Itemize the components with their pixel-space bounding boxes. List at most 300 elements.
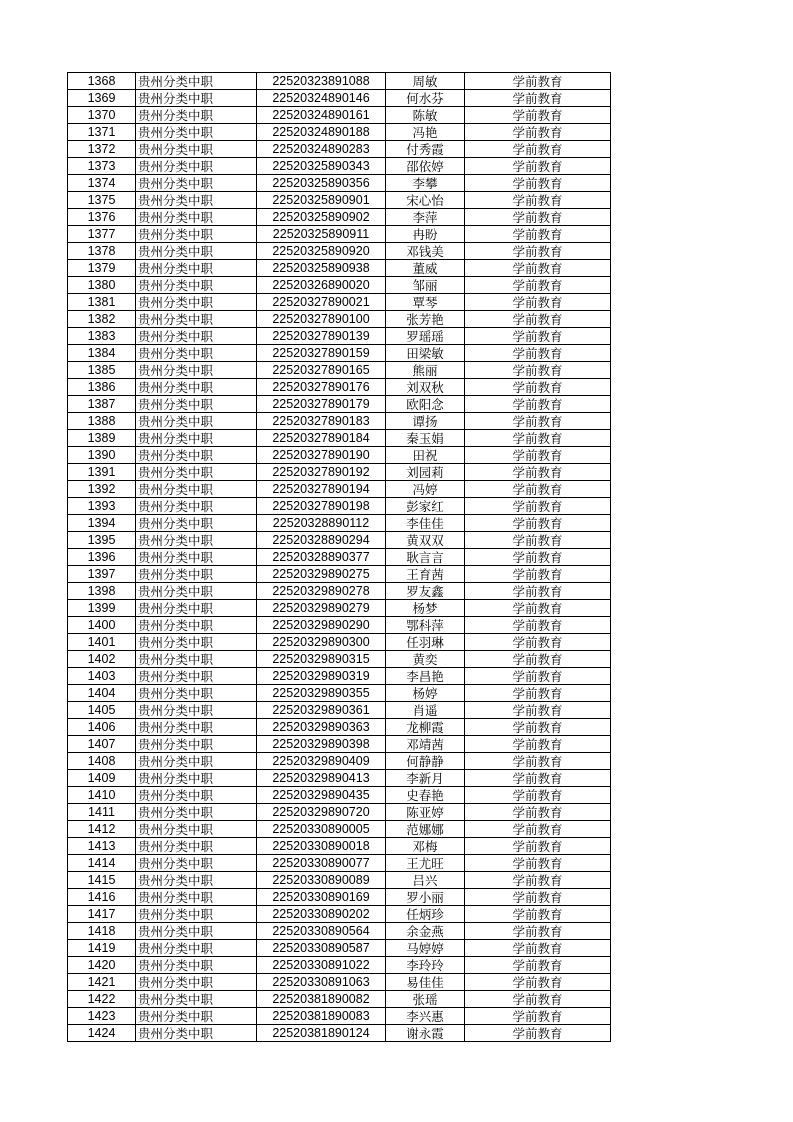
student-name-cell: 易佳佳 [386, 974, 465, 991]
row-number-cell: 1414 [68, 855, 136, 872]
major-cell: 学前教育 [465, 532, 611, 549]
enrollment-type-cell: 贵州分类中职 [136, 311, 257, 328]
student-name-cell: 邵依婷 [386, 158, 465, 175]
row-number-cell: 1416 [68, 889, 136, 906]
student-name-cell: 李新月 [386, 770, 465, 787]
student-name-cell: 罗小丽 [386, 889, 465, 906]
major-cell: 学前教育 [465, 1025, 611, 1042]
student-name-cell: 田梁敏 [386, 345, 465, 362]
student-name-cell: 范娜娜 [386, 821, 465, 838]
enrollment-type-cell: 贵州分类中职 [136, 940, 257, 957]
enrollment-type-cell: 贵州分类中职 [136, 974, 257, 991]
enrollment-type-cell: 贵州分类中职 [136, 447, 257, 464]
exam-id-cell: 22520330890077 [257, 855, 386, 872]
table-row [68, 294, 611, 311]
exam-id-cell: 22520327890190 [257, 447, 386, 464]
enrollment-type-cell: 贵州分类中职 [136, 158, 257, 175]
major-cell: 学前教育 [465, 158, 611, 175]
major-cell: 学前教育 [465, 481, 611, 498]
table-row [68, 736, 611, 753]
major-cell: 学前教育 [465, 90, 611, 107]
table-row [68, 90, 611, 107]
row-number-cell: 1385 [68, 362, 136, 379]
enrollment-type-cell: 贵州分类中职 [136, 804, 257, 821]
exam-id-cell: 22520330891022 [257, 957, 386, 974]
student-name-cell: 张芳艳 [386, 311, 465, 328]
enrollment-type-cell: 贵州分类中职 [136, 192, 257, 209]
major-cell: 学前教育 [465, 770, 611, 787]
exam-id-cell: 22520329890319 [257, 668, 386, 685]
enrollment-type-cell: 贵州分类中职 [136, 787, 257, 804]
table-row [68, 243, 611, 260]
major-cell: 学前教育 [465, 73, 611, 90]
major-cell: 学前教育 [465, 260, 611, 277]
exam-id-cell: 22520325890901 [257, 192, 386, 209]
student-name-cell: 田祝 [386, 447, 465, 464]
row-number-cell: 1390 [68, 447, 136, 464]
exam-id-cell: 22520330891063 [257, 974, 386, 991]
row-number-cell: 1415 [68, 872, 136, 889]
exam-id-cell: 22520329890720 [257, 804, 386, 821]
student-name-cell: 杨梦 [386, 600, 465, 617]
enrollment-type-cell: 贵州分类中职 [136, 991, 257, 1008]
student-name-cell: 何静静 [386, 753, 465, 770]
table-row [68, 855, 611, 872]
exam-id-cell: 22520325890920 [257, 243, 386, 260]
row-number-cell: 1409 [68, 770, 136, 787]
row-number-cell: 1386 [68, 379, 136, 396]
major-cell: 学前教育 [465, 464, 611, 481]
major-cell: 学前教育 [465, 940, 611, 957]
student-name-cell: 董威 [386, 260, 465, 277]
row-number-cell: 1398 [68, 583, 136, 600]
exam-id-cell: 22520329890409 [257, 753, 386, 770]
major-cell: 学前教育 [465, 345, 611, 362]
major-cell: 学前教育 [465, 821, 611, 838]
enrollment-type-cell: 贵州分类中职 [136, 685, 257, 702]
enrollment-type-cell: 贵州分类中职 [136, 226, 257, 243]
major-cell: 学前教育 [465, 396, 611, 413]
student-name-cell: 欧阳念 [386, 396, 465, 413]
row-number-cell: 1422 [68, 991, 136, 1008]
enrollment-type-cell: 贵州分类中职 [136, 651, 257, 668]
major-cell: 学前教育 [465, 855, 611, 872]
row-number-cell: 1405 [68, 702, 136, 719]
exam-id-cell: 22520330890089 [257, 872, 386, 889]
major-cell: 学前教育 [465, 583, 611, 600]
enrollment-type-cell: 贵州分类中职 [136, 566, 257, 583]
row-number-cell: 1377 [68, 226, 136, 243]
major-cell: 学前教育 [465, 838, 611, 855]
enrollment-type-cell: 贵州分类中职 [136, 464, 257, 481]
table-row [68, 124, 611, 141]
student-name-cell: 刘双秋 [386, 379, 465, 396]
student-name-cell: 陈亚婷 [386, 804, 465, 821]
enrollment-type-cell: 贵州分类中职 [136, 719, 257, 736]
major-cell: 学前教育 [465, 702, 611, 719]
row-number-cell: 1384 [68, 345, 136, 362]
row-number-cell: 1402 [68, 651, 136, 668]
enrollment-type-cell: 贵州分类中职 [136, 668, 257, 685]
major-cell: 学前教育 [465, 787, 611, 804]
table-row [68, 532, 611, 549]
major-cell: 学前教育 [465, 651, 611, 668]
table-row [68, 753, 611, 770]
table-row [68, 107, 611, 124]
exam-id-cell: 22520381890082 [257, 991, 386, 1008]
enrollment-type-cell: 贵州分类中职 [136, 396, 257, 413]
enrollment-type-cell: 贵州分类中职 [136, 753, 257, 770]
major-cell: 学前教育 [465, 957, 611, 974]
table-row [68, 413, 611, 430]
exam-id-cell: 22520329890290 [257, 617, 386, 634]
table-row [68, 991, 611, 1008]
student-name-cell: 罗友鑫 [386, 583, 465, 600]
exam-id-cell: 22520327890100 [257, 311, 386, 328]
enrollment-type-cell: 贵州分类中职 [136, 175, 257, 192]
exam-id-cell: 22520327890159 [257, 345, 386, 362]
row-number-cell: 1389 [68, 430, 136, 447]
enrollment-type-cell: 贵州分类中职 [136, 736, 257, 753]
row-number-cell: 1392 [68, 481, 136, 498]
table-row [68, 396, 611, 413]
exam-id-cell: 22520329890435 [257, 787, 386, 804]
row-number-cell: 1417 [68, 906, 136, 923]
row-number-cell: 1371 [68, 124, 136, 141]
enrollment-type-cell: 贵州分类中职 [136, 430, 257, 447]
student-name-cell: 余金燕 [386, 923, 465, 940]
table-row [68, 872, 611, 889]
major-cell: 学前教育 [465, 124, 611, 141]
table-row [68, 328, 611, 345]
major-cell: 学前教育 [465, 209, 611, 226]
table-row [68, 141, 611, 158]
student-name-cell: 李兴惠 [386, 1008, 465, 1025]
table-row [68, 974, 611, 991]
major-cell: 学前教育 [465, 566, 611, 583]
exam-id-cell: 22520328890377 [257, 549, 386, 566]
exam-id-cell: 22520328890294 [257, 532, 386, 549]
major-cell: 学前教育 [465, 515, 611, 532]
major-cell: 学前教育 [465, 226, 611, 243]
table-row [68, 379, 611, 396]
table-row [68, 838, 611, 855]
student-name-cell: 周敏 [386, 73, 465, 90]
row-number-cell: 1388 [68, 413, 136, 430]
row-number-cell: 1413 [68, 838, 136, 855]
major-cell: 学前教育 [465, 328, 611, 345]
table-row [68, 345, 611, 362]
row-number-cell: 1410 [68, 787, 136, 804]
table-row [68, 566, 611, 583]
row-number-cell: 1404 [68, 685, 136, 702]
table-row [68, 940, 611, 957]
exam-id-cell: 22520329890361 [257, 702, 386, 719]
major-cell: 学前教育 [465, 192, 611, 209]
exam-id-cell: 22520324890161 [257, 107, 386, 124]
major-cell: 学前教育 [465, 736, 611, 753]
table-row [68, 923, 611, 940]
student-name-cell: 任羽琳 [386, 634, 465, 651]
student-name-cell: 陈敏 [386, 107, 465, 124]
row-number-cell: 1399 [68, 600, 136, 617]
admission-list-table [67, 72, 611, 1042]
student-name-cell: 邓梅 [386, 838, 465, 855]
major-cell: 学前教育 [465, 991, 611, 1008]
student-name-cell: 鄂科萍 [386, 617, 465, 634]
exam-id-cell: 22520330890564 [257, 923, 386, 940]
exam-id-cell: 22520330890202 [257, 906, 386, 923]
major-cell: 学前教育 [465, 107, 611, 124]
table-row [68, 957, 611, 974]
student-name-cell: 邓钱美 [386, 243, 465, 260]
enrollment-type-cell: 贵州分类中职 [136, 532, 257, 549]
student-name-cell: 耿言言 [386, 549, 465, 566]
table-row [68, 447, 611, 464]
row-number-cell: 1368 [68, 73, 136, 90]
row-number-cell: 1372 [68, 141, 136, 158]
row-number-cell: 1382 [68, 311, 136, 328]
table-row [68, 209, 611, 226]
row-number-cell: 1412 [68, 821, 136, 838]
table-row [68, 277, 611, 294]
row-number-cell: 1424 [68, 1025, 136, 1042]
exam-id-cell: 22520325890343 [257, 158, 386, 175]
row-number-cell: 1403 [68, 668, 136, 685]
enrollment-type-cell: 贵州分类中职 [136, 362, 257, 379]
exam-id-cell: 22520330890587 [257, 940, 386, 957]
student-name-cell: 冉盼 [386, 226, 465, 243]
row-number-cell: 1420 [68, 957, 136, 974]
major-cell: 学前教育 [465, 617, 611, 634]
enrollment-type-cell: 贵州分类中职 [136, 702, 257, 719]
enrollment-type-cell: 贵州分类中职 [136, 583, 257, 600]
table-row [68, 175, 611, 192]
student-name-cell: 邹丽 [386, 277, 465, 294]
table-row [68, 889, 611, 906]
row-number-cell: 1411 [68, 804, 136, 821]
student-name-cell: 任炳珍 [386, 906, 465, 923]
major-cell: 学前教育 [465, 413, 611, 430]
enrollment-type-cell: 贵州分类中职 [136, 260, 257, 277]
student-name-cell: 刘园莉 [386, 464, 465, 481]
major-cell: 学前教育 [465, 430, 611, 447]
table-row [68, 430, 611, 447]
student-name-cell: 李昌艳 [386, 668, 465, 685]
exam-id-cell: 22520330890005 [257, 821, 386, 838]
row-number-cell: 1400 [68, 617, 136, 634]
row-number-cell: 1380 [68, 277, 136, 294]
major-cell: 学前教育 [465, 600, 611, 617]
student-name-cell: 王尤旺 [386, 855, 465, 872]
enrollment-type-cell: 贵州分类中职 [136, 328, 257, 345]
student-name-cell: 李玲玲 [386, 957, 465, 974]
enrollment-type-cell: 贵州分类中职 [136, 515, 257, 532]
major-cell: 学前教育 [465, 753, 611, 770]
enrollment-type-cell: 贵州分类中职 [136, 345, 257, 362]
major-cell: 学前教育 [465, 447, 611, 464]
student-name-cell: 马婷婷 [386, 940, 465, 957]
row-number-cell: 1391 [68, 464, 136, 481]
major-cell: 学前教育 [465, 889, 611, 906]
table-row [68, 770, 611, 787]
major-cell: 学前教育 [465, 549, 611, 566]
student-name-cell: 张瑶 [386, 991, 465, 1008]
table-row [68, 73, 611, 90]
major-cell: 学前教育 [465, 1008, 611, 1025]
exam-id-cell: 22520329890413 [257, 770, 386, 787]
table-row [68, 515, 611, 532]
enrollment-type-cell: 贵州分类中职 [136, 90, 257, 107]
table-row [68, 906, 611, 923]
exam-id-cell: 22520329890279 [257, 600, 386, 617]
major-cell: 学前教育 [465, 311, 611, 328]
major-cell: 学前教育 [465, 175, 611, 192]
exam-id-cell: 22520327890165 [257, 362, 386, 379]
major-cell: 学前教育 [465, 243, 611, 260]
exam-id-cell: 22520325890902 [257, 209, 386, 226]
major-cell: 学前教育 [465, 906, 611, 923]
exam-id-cell: 22520330890018 [257, 838, 386, 855]
exam-id-cell: 22520327890198 [257, 498, 386, 515]
exam-id-cell: 22520326890020 [257, 277, 386, 294]
exam-id-cell: 22520327890194 [257, 481, 386, 498]
exam-id-cell: 22520329890398 [257, 736, 386, 753]
student-name-cell: 杨婷 [386, 685, 465, 702]
table-row [68, 600, 611, 617]
enrollment-type-cell: 贵州分类中职 [136, 73, 257, 90]
table-row [68, 685, 611, 702]
enrollment-type-cell: 贵州分类中职 [136, 1008, 257, 1025]
exam-id-cell: 22520381890124 [257, 1025, 386, 1042]
row-number-cell: 1397 [68, 566, 136, 583]
major-cell: 学前教育 [465, 498, 611, 515]
enrollment-type-cell: 贵州分类中职 [136, 209, 257, 226]
major-cell: 学前教育 [465, 719, 611, 736]
enrollment-type-cell: 贵州分类中职 [136, 906, 257, 923]
table-row [68, 260, 611, 277]
exam-id-cell: 22520327890179 [257, 396, 386, 413]
table-row [68, 617, 611, 634]
enrollment-type-cell: 贵州分类中职 [136, 243, 257, 260]
enrollment-type-cell: 贵州分类中职 [136, 923, 257, 940]
row-number-cell: 1395 [68, 532, 136, 549]
exam-id-cell: 22520327890184 [257, 430, 386, 447]
student-name-cell: 谢永霞 [386, 1025, 465, 1042]
exam-id-cell: 22520327890139 [257, 328, 386, 345]
student-name-cell: 黄奕 [386, 651, 465, 668]
enrollment-type-cell: 贵州分类中职 [136, 957, 257, 974]
row-number-cell: 1421 [68, 974, 136, 991]
table-row [68, 362, 611, 379]
enrollment-type-cell: 贵州分类中职 [136, 277, 257, 294]
enrollment-type-cell: 贵州分类中职 [136, 770, 257, 787]
student-name-cell: 冯艳 [386, 124, 465, 141]
student-name-cell: 彭家红 [386, 498, 465, 515]
table-row [68, 1025, 611, 1042]
table-row [68, 1008, 611, 1025]
major-cell: 学前教育 [465, 362, 611, 379]
row-number-cell: 1423 [68, 1008, 136, 1025]
table-row [68, 668, 611, 685]
exam-id-cell: 22520325890938 [257, 260, 386, 277]
student-name-cell: 覃琴 [386, 294, 465, 311]
student-name-cell: 秦玉娟 [386, 430, 465, 447]
exam-id-cell: 22520327890021 [257, 294, 386, 311]
exam-id-cell: 22520329890278 [257, 583, 386, 600]
major-cell: 学前教育 [465, 668, 611, 685]
student-name-cell: 肖遥 [386, 702, 465, 719]
student-name-cell: 史春艳 [386, 787, 465, 804]
major-cell: 学前教育 [465, 634, 611, 651]
table-row [68, 583, 611, 600]
table-row [68, 719, 611, 736]
enrollment-type-cell: 贵州分类中职 [136, 617, 257, 634]
enrollment-type-cell: 贵州分类中职 [136, 889, 257, 906]
table-row [68, 804, 611, 821]
row-number-cell: 1379 [68, 260, 136, 277]
exam-id-cell: 22520324890283 [257, 141, 386, 158]
major-cell: 学前教育 [465, 872, 611, 889]
table-row [68, 549, 611, 566]
row-number-cell: 1418 [68, 923, 136, 940]
row-number-cell: 1376 [68, 209, 136, 226]
row-number-cell: 1378 [68, 243, 136, 260]
exam-id-cell: 22520329890275 [257, 566, 386, 583]
exam-id-cell: 22520329890315 [257, 651, 386, 668]
table-row [68, 481, 611, 498]
row-number-cell: 1408 [68, 753, 136, 770]
row-number-cell: 1374 [68, 175, 136, 192]
row-number-cell: 1407 [68, 736, 136, 753]
enrollment-type-cell: 贵州分类中职 [136, 634, 257, 651]
student-name-cell: 冯婷 [386, 481, 465, 498]
student-name-cell: 黄双双 [386, 532, 465, 549]
exam-id-cell: 22520327890183 [257, 413, 386, 430]
student-name-cell: 邓靖茜 [386, 736, 465, 753]
enrollment-type-cell: 贵州分类中职 [136, 498, 257, 515]
table-row [68, 226, 611, 243]
table-row [68, 192, 611, 209]
enrollment-type-cell: 贵州分类中职 [136, 821, 257, 838]
row-number-cell: 1406 [68, 719, 136, 736]
exam-id-cell: 22520324890188 [257, 124, 386, 141]
enrollment-type-cell: 贵州分类中职 [136, 481, 257, 498]
exam-id-cell: 22520329890363 [257, 719, 386, 736]
enrollment-type-cell: 贵州分类中职 [136, 124, 257, 141]
exam-id-cell: 22520381890083 [257, 1008, 386, 1025]
exam-id-cell: 22520325890911 [257, 226, 386, 243]
student-name-cell: 李佳佳 [386, 515, 465, 532]
table-row [68, 634, 611, 651]
exam-id-cell: 22520327890176 [257, 379, 386, 396]
enrollment-type-cell: 贵州分类中职 [136, 413, 257, 430]
student-name-cell: 李攀 [386, 175, 465, 192]
exam-id-cell: 22520324890146 [257, 90, 386, 107]
row-number-cell: 1419 [68, 940, 136, 957]
enrollment-type-cell: 贵州分类中职 [136, 294, 257, 311]
major-cell: 学前教育 [465, 804, 611, 821]
table-row [68, 498, 611, 515]
student-name-cell: 付秀霞 [386, 141, 465, 158]
student-name-cell: 宋心怡 [386, 192, 465, 209]
student-name-cell: 罗瑶瑶 [386, 328, 465, 345]
table-row [68, 787, 611, 804]
table-body [68, 73, 611, 1042]
exam-id-cell: 22520329890300 [257, 634, 386, 651]
student-name-cell: 王育茜 [386, 566, 465, 583]
table-row [68, 651, 611, 668]
